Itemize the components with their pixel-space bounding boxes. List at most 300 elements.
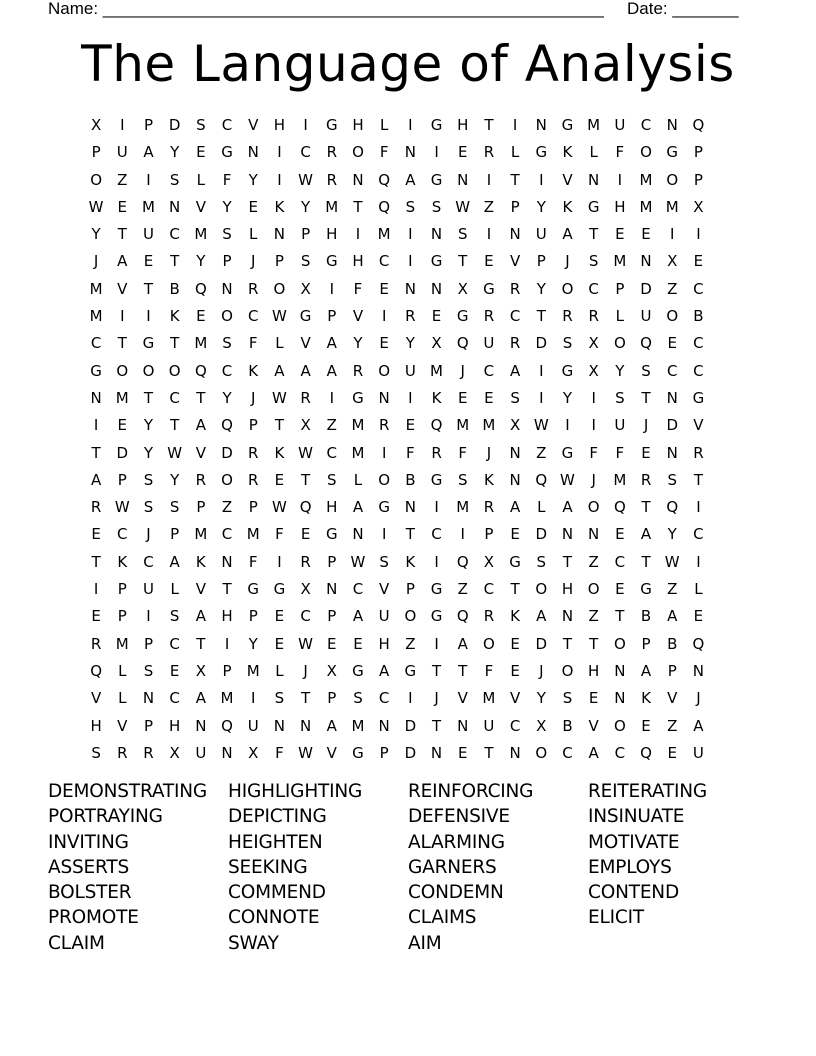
grid-letter: E: [248, 197, 258, 216]
grid-letter: N: [588, 170, 600, 189]
grid-letter: Y: [170, 470, 180, 489]
word-list-item: CONDEMN: [408, 882, 504, 904]
grid-letter: I: [408, 225, 413, 244]
grid-letter: O: [221, 307, 233, 326]
grid-letter: E: [641, 716, 651, 735]
grid-letter: Q: [456, 552, 469, 571]
grid-letter: Z: [588, 607, 599, 626]
grid-letter: W: [350, 552, 366, 571]
grid-letter: X: [169, 743, 180, 762]
grid-letter: W: [88, 197, 104, 216]
grid-letter: G: [483, 279, 495, 298]
grid-letter: K: [405, 552, 416, 571]
grid-letter: D: [221, 443, 233, 462]
grid-letter: S: [143, 470, 154, 489]
grid-letter: D: [640, 279, 652, 298]
grid-letter: C: [666, 361, 678, 380]
grid-letter: S: [300, 252, 311, 271]
grid-letter: T: [91, 552, 101, 571]
word-list-item: PROMOTE: [48, 907, 139, 929]
grid-letter: M: [89, 279, 103, 298]
grid-letter: Y: [667, 525, 677, 544]
grid-letter: A: [562, 225, 573, 244]
grid-letter: Y: [536, 279, 546, 298]
grid-letter: I: [146, 307, 151, 326]
grid-letter: S: [536, 552, 547, 571]
grid-letter: T: [562, 552, 573, 571]
grid-letter: P: [327, 689, 337, 708]
grid-letter: J: [486, 443, 492, 462]
grid-letter: E: [196, 143, 206, 162]
grid-letter: N: [561, 525, 574, 544]
grid-letter: P: [91, 143, 101, 162]
grid-letter: K: [562, 143, 573, 162]
grid-letter: P: [222, 661, 232, 680]
grid-letter: U: [195, 743, 207, 762]
grid-letter: A: [693, 716, 704, 735]
grid-letter: G: [430, 607, 443, 626]
grid-letter: F: [406, 443, 415, 462]
word-list-item: GARNERS: [408, 856, 497, 878]
word-list-item: HEIGHTEN: [228, 831, 323, 853]
grid-letter: X: [483, 552, 495, 571]
grid-letter: C: [614, 552, 626, 571]
grid-letter: R: [693, 443, 704, 462]
grid-letter: M: [639, 197, 653, 216]
grid-letter: O: [587, 580, 600, 599]
grid-letter: S: [274, 689, 285, 708]
grid-letter: C: [509, 716, 521, 735]
grid-letter: P: [248, 416, 258, 435]
grid-letter: N: [509, 225, 521, 244]
grid-letter: S: [588, 252, 599, 271]
grid-letter: Q: [378, 197, 391, 216]
grid-letter: O: [116, 361, 129, 380]
word-list-item: CLAIMS: [408, 907, 477, 929]
grid-letter: S: [222, 334, 232, 353]
grid-letter: O: [535, 743, 548, 762]
grid-letter: P: [667, 661, 677, 680]
grid-letter: O: [273, 279, 286, 298]
grid-letter: G: [247, 580, 260, 599]
grid-letter: A: [379, 661, 390, 680]
grid-letter: I: [617, 170, 623, 189]
grid-letter: N: [352, 170, 364, 189]
grid-letter: S: [143, 498, 154, 517]
grid-letter: S: [222, 225, 232, 244]
grid-letter: Q: [221, 416, 233, 435]
grid-letter: N: [299, 716, 312, 735]
grid-letter: O: [168, 361, 181, 380]
grid-letter: R: [143, 743, 154, 762]
grid-letter: Y: [353, 334, 363, 353]
grid-letter: J: [643, 416, 649, 435]
grid-letter: E: [431, 307, 442, 326]
grid-letter: L: [118, 661, 127, 680]
grid-letter: R: [248, 443, 259, 462]
grid-letter: Q: [299, 498, 312, 517]
grid-letter: M: [194, 334, 208, 353]
word-list-item: PORTRAYING: [48, 806, 163, 828]
grid-letter: T: [589, 225, 599, 244]
grid-letter: N: [614, 661, 626, 680]
grid-letter: U: [483, 334, 495, 353]
grid-letter: D: [666, 416, 678, 435]
word-list: [48, 780, 768, 957]
grid-letter: J: [591, 470, 596, 489]
grid-letter: J: [251, 388, 256, 407]
grid-letter: M: [115, 388, 129, 407]
grid-letter: B: [667, 634, 678, 653]
grid-letter: G: [299, 307, 312, 326]
grid-letter: Y: [170, 143, 180, 162]
grid-letter: T: [431, 716, 442, 735]
grid-letter: N: [221, 279, 233, 298]
grid-letter: M: [482, 416, 496, 435]
grid-letter: C: [483, 580, 495, 599]
grid-letter: O: [561, 279, 574, 298]
grid-letter: A: [352, 498, 364, 517]
grid-letter: Y: [562, 388, 573, 407]
grid-letter: R: [300, 552, 311, 571]
word-list-item: EMPLOYS: [588, 856, 672, 878]
grid-letter: A: [326, 334, 337, 353]
grid-letter: G: [692, 388, 705, 407]
grid-letter: I: [434, 552, 439, 571]
grid-letter: T: [196, 634, 206, 653]
grid-letter: T: [536, 307, 546, 326]
grid-letter: I: [408, 252, 413, 271]
grid-letter: P: [484, 525, 494, 544]
grid-letter: R: [509, 334, 521, 353]
grid-letter: N: [666, 388, 678, 407]
grid-letter: L: [170, 580, 179, 599]
grid-letter: S: [169, 498, 180, 517]
grid-letter: A: [195, 689, 206, 708]
grid-letter: H: [614, 197, 626, 216]
grid-letter: G: [430, 470, 443, 489]
grid-letter: H: [378, 634, 390, 653]
grid-letter: I: [696, 225, 701, 244]
grid-letter: Z: [221, 498, 233, 517]
grid-letter: Z: [667, 580, 678, 599]
grid-letter: A: [195, 607, 206, 626]
grid-letter: A: [300, 361, 311, 380]
grid-letter: O: [378, 361, 391, 380]
grid-letter: N: [430, 225, 443, 244]
grid-letter: N: [195, 716, 207, 735]
grid-letter: R: [378, 416, 390, 435]
grid-letter: P: [143, 634, 153, 653]
grid-letter: W: [271, 388, 287, 407]
grid-letter: R: [405, 307, 416, 326]
grid-letter: M: [351, 416, 365, 435]
grid-letter: K: [195, 552, 206, 571]
word-list-item: INVITING: [48, 831, 129, 853]
grid-letter: U: [247, 716, 259, 735]
grid-letter: W: [298, 170, 314, 189]
grid-letter: V: [588, 716, 599, 735]
grid-letter: K: [510, 607, 521, 626]
grid-letter: X: [90, 116, 102, 134]
grid-letter: G: [640, 580, 652, 599]
grid-letter: N: [142, 689, 155, 708]
grid-letter: V: [195, 197, 206, 216]
grid-letter: J: [434, 689, 439, 708]
grid-letter: Z: [457, 580, 468, 599]
grid-letter: C: [247, 307, 259, 326]
grid-letter: A: [352, 607, 364, 626]
grid-letter: P: [222, 252, 232, 271]
word-list-item: CONNOTE: [228, 907, 320, 929]
grid-letter: V: [195, 580, 206, 599]
grid-letter: P: [117, 580, 127, 599]
grid-letter: G: [535, 143, 548, 162]
grid-letter: M: [482, 689, 496, 708]
grid-letter: C: [693, 361, 704, 380]
grid-letter: Y: [536, 689, 546, 708]
grid-letter: R: [483, 307, 495, 326]
grid-letter: Y: [91, 225, 101, 244]
grid-letter: M: [115, 634, 129, 653]
grid-letter: S: [667, 470, 677, 489]
grid-letter: E: [300, 525, 311, 544]
grid-letter: Y: [301, 197, 311, 216]
grid-letter: X: [300, 416, 311, 435]
grid-letter: C: [483, 361, 495, 380]
grid-letter: M: [613, 252, 627, 271]
grid-letter: V: [667, 689, 678, 708]
grid-letter: H: [326, 225, 338, 244]
grid-letter: A: [667, 607, 678, 626]
grid-letter: C: [693, 279, 704, 298]
grid-letter: X: [248, 743, 259, 762]
grid-letter: G: [509, 552, 521, 571]
grid-letter: B: [562, 716, 573, 735]
grid-letter: I: [381, 307, 387, 326]
grid-letter: N: [561, 607, 574, 626]
grid-letter: K: [562, 197, 573, 216]
grid-letter: S: [562, 334, 573, 353]
grid-letter: F: [275, 743, 284, 762]
grid-letter: O: [561, 661, 574, 680]
grid-letter: U: [142, 580, 154, 599]
grid-letter: S: [169, 607, 180, 626]
letter-grid: [83, 115, 712, 770]
grid-letter: T: [196, 388, 206, 407]
grid-letter: E: [667, 334, 677, 353]
grid-letter: M: [377, 225, 391, 244]
grid-letter: G: [404, 661, 417, 680]
grid-letter: N: [247, 143, 259, 162]
grid-letter: T: [91, 443, 101, 462]
grid-letter: X: [667, 252, 678, 271]
grid-letter: K: [483, 470, 494, 489]
grid-letter: M: [430, 361, 443, 380]
grid-letter: I: [93, 580, 99, 599]
grid-letter: T: [405, 525, 415, 544]
grid-letter: G: [273, 580, 286, 599]
grid-letter: S: [353, 689, 363, 708]
grid-letter: G: [90, 361, 102, 380]
grid-letter: Y: [222, 197, 232, 216]
grid-letter: I: [434, 143, 439, 162]
grid-letter: F: [353, 279, 363, 298]
grid-letter: V: [562, 170, 573, 189]
grid-letter: I: [486, 170, 492, 189]
grid-letter: X: [300, 279, 311, 298]
grid-letter: W: [560, 470, 575, 489]
grid-letter: D: [535, 634, 548, 653]
grid-letter: Y: [222, 388, 232, 407]
grid-letter: C: [326, 443, 338, 462]
grid-letter: S: [431, 197, 442, 216]
grid-letter: N: [614, 689, 626, 708]
grid-letter: P: [405, 580, 415, 599]
grid-letter: O: [666, 307, 679, 326]
grid-letter: G: [666, 143, 679, 162]
grid-letter: K: [248, 361, 259, 380]
grid-letter: A: [588, 743, 599, 762]
grid-letter: O: [587, 498, 600, 517]
grid-letter: I: [539, 170, 544, 189]
grid-letter: B: [169, 279, 180, 298]
grid-letter: G: [587, 197, 600, 216]
grid-letter: X: [536, 716, 547, 735]
grid-letter: G: [352, 388, 364, 407]
grid-letter: D: [535, 525, 548, 544]
grid-letter: O: [613, 334, 626, 353]
grid-letter: Q: [640, 334, 652, 353]
grid-letter: R: [352, 361, 364, 380]
grid-letter: G: [352, 661, 364, 680]
grid-letter: H: [561, 580, 574, 599]
grid-letter: E: [143, 252, 154, 271]
grid-letter: P: [327, 307, 337, 326]
word-list-item: ASSERTS: [48, 856, 129, 878]
grid-letter: T: [170, 416, 180, 435]
grid-letter: G: [430, 580, 443, 599]
grid-letter: X: [431, 334, 442, 353]
grid-letter: I: [93, 416, 99, 435]
grid-letter: U: [614, 116, 626, 134]
grid-letter: H: [326, 498, 338, 517]
grid-letter: B: [693, 307, 704, 326]
grid-letter: O: [535, 580, 548, 599]
grid-letter: L: [510, 143, 520, 162]
grid-letter: I: [696, 498, 701, 517]
grid-letter: X: [693, 197, 704, 216]
grid-letter: I: [355, 225, 361, 244]
grid-letter: H: [352, 252, 364, 271]
grid-letter: C: [221, 116, 233, 134]
grid-letter: L: [249, 225, 258, 244]
grid-letter: Q: [430, 416, 443, 435]
grid-letter: T: [301, 689, 311, 708]
grid-letter: L: [353, 470, 363, 489]
grid-letter: N: [509, 470, 521, 489]
grid-letter: R: [326, 170, 337, 189]
grid-letter: Z: [536, 443, 547, 462]
grid-letter: C: [300, 607, 311, 626]
grid-letter: P: [615, 279, 625, 298]
grid-letter: P: [536, 252, 546, 271]
word-list-item: DEFENSIVE: [408, 806, 510, 828]
grid-letter: H: [588, 661, 600, 680]
grid-letter: E: [379, 279, 389, 298]
grid-letter: R: [483, 143, 495, 162]
grid-letter: M: [141, 197, 155, 216]
grid-letter: C: [693, 525, 704, 544]
grid-letter: P: [301, 225, 311, 244]
grid-letter: Y: [248, 634, 258, 653]
grid-letter: E: [379, 334, 389, 353]
grid-letter: T: [222, 580, 232, 599]
grid-letter: J: [460, 361, 465, 380]
grid-letter: E: [510, 525, 520, 544]
word-list-item: INSINUATE: [588, 806, 685, 828]
grid-letter: E: [693, 252, 704, 271]
grid-letter: V: [509, 252, 521, 271]
grid-letter: C: [588, 279, 599, 298]
grid-letter: C: [90, 334, 102, 353]
grid-letter: T: [170, 252, 180, 271]
grid-letter: E: [588, 689, 599, 708]
grid-letter: I: [277, 170, 282, 189]
grid-letter: M: [194, 525, 208, 544]
grid-letter: T: [431, 661, 442, 680]
grid-letter: H: [221, 607, 233, 626]
grid-letter: L: [589, 143, 598, 162]
grid-letter: F: [589, 443, 598, 462]
grid-letter: G: [561, 443, 574, 462]
grid-letter: F: [615, 443, 625, 462]
grid-letter: U: [614, 416, 626, 435]
grid-letter: N: [692, 661, 705, 680]
grid-letter: V: [509, 689, 521, 708]
grid-letter: N: [430, 743, 443, 762]
grid-letter: P: [196, 498, 206, 517]
grid-letter: A: [457, 634, 468, 653]
grid-letter: P: [117, 607, 127, 626]
grid-letter: E: [117, 416, 128, 435]
grid-letter: M: [89, 307, 103, 326]
grid-letter: N: [457, 716, 469, 735]
grid-letter: I: [486, 225, 492, 244]
grid-letter: F: [248, 334, 258, 353]
grid-letter: S: [615, 388, 625, 407]
grid-letter: I: [408, 116, 413, 134]
grid-letter: C: [221, 361, 233, 380]
grid-letter: Q: [90, 661, 102, 680]
grid-letter: U: [535, 225, 547, 244]
word-list-item: CONTEND: [588, 882, 679, 904]
grid-letter: T: [117, 225, 127, 244]
grid-letter: O: [378, 470, 391, 489]
grid-letter: T: [353, 197, 363, 216]
grid-letter: V: [117, 279, 128, 298]
grid-letter: W: [271, 307, 287, 326]
word-list-item: MOTIVATE: [588, 831, 680, 853]
grid-letter: R: [326, 143, 337, 162]
grid-letter: O: [640, 143, 652, 162]
grid-letter: P: [693, 143, 703, 162]
grid-letter: E: [91, 607, 101, 626]
grid-letter: N: [273, 716, 286, 735]
grid-letter: U: [404, 361, 416, 380]
grid-letter: I: [408, 388, 413, 407]
grid-letter: I: [696, 552, 701, 571]
